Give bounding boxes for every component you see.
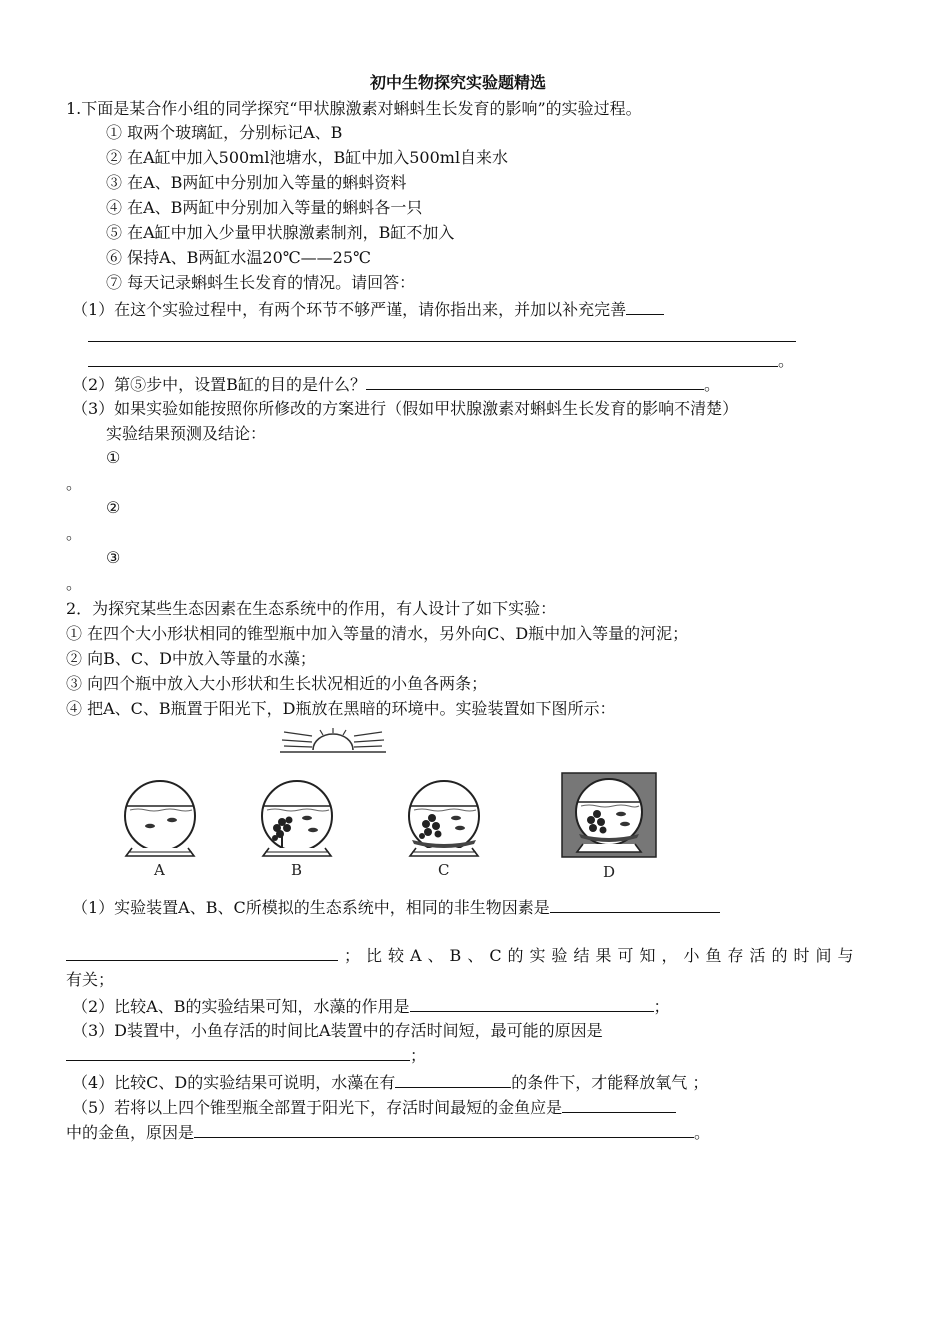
q2-sub2-text: （2）比较A、B的实验结果可知，水藻的作用是	[72, 997, 410, 1016]
q1-step-2: ② 在A缸中加入500ml池塘水，B缸中加入500ml自来水	[106, 148, 509, 167]
q2-step-2: ② 向B、C、D中放入等量的水藻；	[66, 649, 316, 668]
q2-sub5-text-2: 中的金鱼，原因是	[66, 1123, 195, 1142]
q2-sub1-text: （1）实验装置A、B、C所模拟的生态系统中，相同的非生物因素是	[72, 898, 550, 917]
q1-prediction-3-end: 。	[66, 574, 83, 593]
q1-prediction-3: ③	[106, 548, 121, 567]
q2-intro: 2．为探究某些生态因素在生态系统中的作用，有人设计了如下实验：	[66, 599, 557, 618]
flask-a-figure	[118, 778, 202, 882]
q2-sub5-end: 。	[694, 1123, 711, 1142]
q2-sub1-compare: ；比较A、B、C的实验结果可知，小鱼存活的时间与	[344, 946, 860, 965]
q2-sub1-blank-1[interactable]	[550, 896, 720, 913]
q1-sub1-answer-line-2[interactable]	[88, 366, 778, 367]
q1-step-6: ⑥ 保持A、B两缸水温20℃——25℃	[106, 248, 371, 267]
q2-sub2-end: ；	[653, 997, 670, 1016]
page-title: 初中生物探究实验题精选	[370, 73, 547, 92]
q2-sub4-text-2: 的条件下，才能释放氧气 ；	[511, 1073, 709, 1092]
flask-c-figure	[402, 778, 486, 882]
q1-step-4: ④ 在A、B两缸中分别加入等量的蝌蚪各一只	[106, 198, 423, 217]
q1-sub1-period: 。	[778, 351, 795, 370]
q2-sub3: （3）D装置中，小鱼存活的时间比A装置中的存活时间短，最可能的原因是	[72, 1021, 603, 1040]
q2-sub5-cont	[66, 1121, 710, 1144]
q1-sub2	[72, 373, 720, 396]
q1-step-1: ① 取两个玻璃缸，分别标记A、B	[106, 123, 343, 142]
q2-sub5-blank-1[interactable]	[562, 1096, 676, 1113]
q1-sub1	[72, 298, 664, 321]
q2-sub1-cont	[66, 944, 860, 967]
flask-b-label: B	[291, 861, 303, 879]
q1-sub1-blank[interactable]	[626, 298, 664, 315]
q2-sub4-text: （4）比较C、D的实验结果可说明，水藻在有	[72, 1073, 396, 1092]
q1-sub3: （3）如果实验如能按照你所修改的方案进行（假如甲状腺激素对蝌蚪生长发育的影响不清楚）	[72, 399, 739, 418]
q1-step-7: ⑦ 每天记录蝌蚪生长发育的情况。请回答：	[106, 273, 416, 292]
q2-sub5-blank-2[interactable]	[194, 1121, 694, 1138]
q2-step-4: ④ 把A、C、B瓶置于阳光下，D瓶放在黑暗的环境中。实验装置如下图所示：	[66, 699, 616, 718]
q1-sub3-prompt: 实验结果预测及结论：	[106, 424, 267, 443]
q2-sub3-end: ；	[410, 1046, 427, 1065]
q1-intro: 1.下面是某合作小组的同学探究“甲状腺激素对蝌蚪生长发育的影响”的实验过程。	[66, 99, 642, 118]
q2-sub3-answer	[66, 1044, 426, 1067]
q1-prediction-2: ②	[106, 498, 121, 517]
q1-prediction-2-end: 。	[66, 524, 83, 543]
flask-d-figure	[561, 772, 657, 884]
q2-step-3: ③ 向四个瓶中放入大小形状和生长状况相近的小鱼各两条；	[66, 674, 488, 693]
q2-step-1: ① 在四个大小形状相同的锥型瓶中加入等量的清水，另外向C、D瓶中加入等量的河泥；	[66, 624, 689, 643]
q2-sub1-end: 有关；	[66, 970, 115, 989]
q2-sub2	[72, 995, 670, 1018]
q1-step-3: ③ 在A、B两缸中分别加入等量的蝌蚪资料	[106, 173, 407, 192]
q2-sub5	[72, 1096, 676, 1119]
q2-sub2-blank[interactable]	[410, 995, 654, 1012]
flask-d-label: D	[603, 863, 616, 881]
q1-sub2-period: 。	[703, 375, 720, 394]
flask-c-label: C	[438, 861, 450, 879]
q1-prediction-1-end: 。	[66, 474, 83, 493]
q2-sub1-blank-2[interactable]	[66, 944, 338, 961]
q2-sub3-blank[interactable]	[66, 1044, 410, 1061]
q1-prediction-1: ①	[106, 448, 121, 467]
q1-sub1-answer-line-1[interactable]	[88, 341, 796, 342]
q1-sub1-text: （1）在这个实验过程中，有两个环节不够严谨，请你指出来，并加以补充完善	[72, 300, 627, 319]
q2-sub1	[72, 896, 720, 919]
q1-sub2-blank[interactable]	[366, 373, 704, 390]
q2-sub4	[72, 1071, 708, 1094]
flask-a-label: A	[154, 861, 165, 879]
q2-sub5-text: （5）若将以上四个锥型瓶全部置于阳光下，存活时间最短的金鱼应是	[72, 1098, 563, 1117]
q1-sub2-text: （2）第⑤步中，设置B缸的目的是什么？	[72, 375, 366, 394]
q2-sub4-blank[interactable]	[395, 1071, 511, 1088]
flask-b-figure	[255, 778, 339, 882]
sun-icon	[278, 726, 388, 758]
q1-step-5: ⑤ 在A缸中加入少量甲状腺激素制剂，B缸不加入	[106, 223, 455, 242]
